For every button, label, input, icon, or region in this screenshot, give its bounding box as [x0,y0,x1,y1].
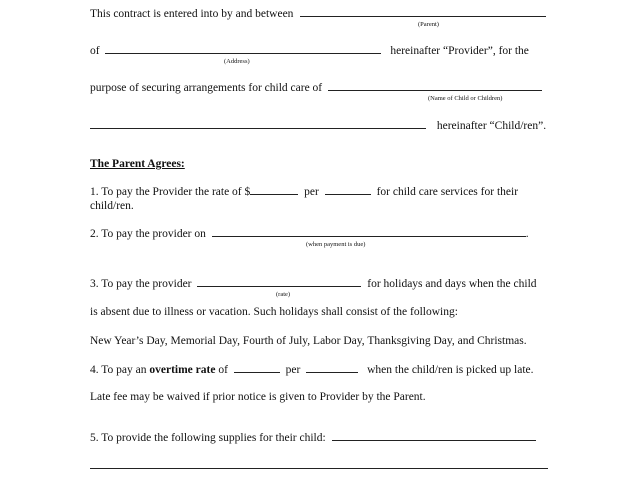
item-3-absence: is absent due to illness or vacation. Such holidays shall consist of the following: [90,306,458,318]
item-2 [90,226,529,241]
item-4-text: 4. To pay an [90,364,147,376]
purpose-text: purpose of securing arrangements for child care of [90,82,323,94]
per-text: per [285,364,301,376]
overtime-period-field[interactable] [306,362,358,373]
rate-caption: (rate) [276,291,291,298]
child-name-field[interactable] [328,80,542,91]
address-field[interactable] [105,43,381,54]
supplies-field[interactable] [332,430,536,441]
payment-due-field[interactable] [212,226,526,237]
holiday-rate-field[interactable] [197,276,361,287]
overtime-rate-label: overtime rate [149,364,216,376]
item-2-period: . [525,228,529,240]
purpose-line [90,80,542,95]
rate-period-field[interactable] [325,184,371,195]
child-ren-text: hereinafter “Child/ren”. [436,120,547,132]
item-1-services-text: for child care services for their [376,186,519,198]
rate-amount-field[interactable] [250,184,298,195]
item-5 [90,430,536,445]
item-2-text: 2. To pay the provider on [90,228,206,240]
item-4 [90,362,534,377]
per-text: per [304,186,319,198]
holiday-list: New Year’s Day, Memorial Day, Fourth of July, Labor Day, Thanksgiving Day, and Christmas. [90,335,527,347]
of-text: of [218,364,228,376]
address-line [90,43,529,58]
child-name-field-continued[interactable] [90,118,426,129]
item-3-holidays-text: for holidays and days when the child [367,278,537,290]
provider-text: hereinafter “Provider”, for the [390,45,529,57]
of-text: of [90,45,100,57]
item-4-late-text: when the child/ren is picked up late. [367,364,534,376]
supplies-field-continued[interactable] [90,458,548,469]
parent-name-field[interactable] [300,6,546,17]
contract-intro-line [90,6,546,21]
item-1 [90,184,518,199]
item-3 [90,276,537,291]
item-5-text: 5. To provide the following supplies for their child: [90,432,326,444]
intro-text: This contract is entered into by and between [90,8,294,20]
section-heading: The Parent Agrees: [90,158,185,170]
address-caption: (Address) [224,58,250,65]
item-1-continued: child/ren. [90,200,134,212]
supplies-line-2 [90,458,548,473]
child-line [90,118,546,133]
parent-caption: (Parent) [418,21,439,28]
when-due-caption: (when payment is due) [306,241,366,248]
child-caption: (Name of Child or Children) [428,95,503,102]
overtime-amount-field[interactable] [234,362,280,373]
item-3-text: 3. To pay the provider [90,278,192,290]
item-1-text: 1. To pay the Provider the rate of $ [90,186,251,198]
late-fee-note: Late fee may be waived if prior notice is given to Provider by the Parent. [90,391,426,403]
